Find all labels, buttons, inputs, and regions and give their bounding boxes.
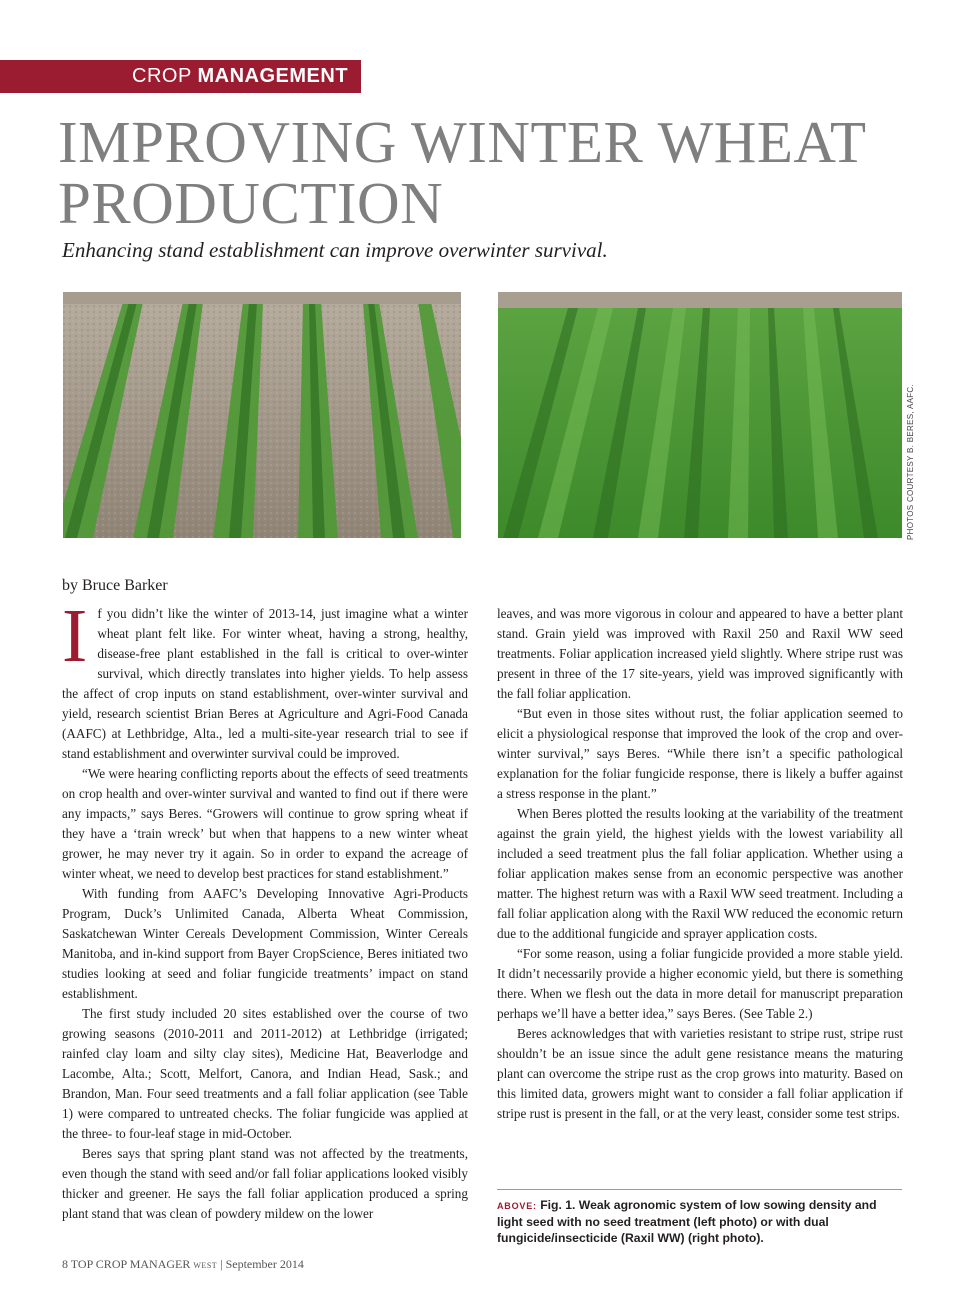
caption-lead: ABOVE: [497, 1201, 537, 1211]
byline: by Bruce Barker [62, 577, 168, 594]
headline-line-1: IMPROVING WINTER WHEAT [58, 109, 867, 175]
photo-credit: PHOTOS COURTESY B. BERES, AAFC. [906, 383, 915, 540]
headline-line-2: PRODUCTION [58, 170, 444, 236]
caption-divider [497, 1189, 902, 1190]
figure-caption [497, 1197, 902, 1246]
footer-separator: | [220, 1257, 223, 1271]
paragraph: When Beres plotted the results looking at the variability of the treatment against the grain yield, the highest yields with the lowest variability all included a seed treatment plus the fall foliar application. Whether using a foliar application makes sense from an economic perspective was another matter. The highest return was with a Raxil WW seed treatment. Including a fall foliar application along with the Raxil WW reduced the economic return due to the additional fungicide and sprayer application costs. [497, 806, 903, 941]
right-photo [498, 292, 902, 538]
paragraph: leaves, and was more vigorous in colour and appeared to have a better plant stand. Grain yield was improved with Raxil 250 and Raxil WW seed treatments. Foliar application increased yield slightly. Where stripe rust was present in three of the 17 site-years, yield was improved significantly with the fall foliar application. [497, 606, 903, 701]
section-prefix: CROP [132, 65, 198, 87]
magazine-name: TOP CROP MANAGER [70, 1257, 191, 1271]
left-photo [63, 292, 461, 538]
paragraph: “For some reason, using a foliar fungicide provided a more stable yield. It didn’t necessarily provide a higher economic yield, but there is something there. When we flesh out the data in more detail for manuscript preparation perhaps we’ll have a better idea,” says Beres. (See Table 2.) [497, 946, 903, 1021]
magazine-edition: WEST [193, 1261, 218, 1270]
article-headline [58, 109, 938, 236]
wheat-field-sparse-image [63, 292, 461, 538]
paragraph: If you didn’t like the winter of 2013-14, just imagine what a winter wheat plant felt like. For winter wheat, having a strong, healthy, disease-free plant established in the fall is critical to over-winter survival, which directly translates into higher yields. To help assess the affect of crop inputs on stand establishment, over-winter survival and yield, research scientist Brian Beres at Agriculture and Agri-Food Canada (AAFC) at Lethbridge, Alta., led a multi-site-year research trial to see if stand establishment and overwinter survival could be improved. [62, 594, 468, 761]
article-column-right [497, 604, 903, 1124]
drop-cap: I [62, 594, 88, 678]
paragraph: The first study included 20 sites established over the course of two growing seasons (2010-2011 and 2011-2012) at Lethbridge (irrigated; rainfed clay loam and silty clay sites), Medicine Hat, Beaverlodge and Lacombe, Alta.; Scott, Melfort, Canora, and Indian Head, Sask.; and Brandon, Man. Four seed treatments and a fall foliar application (see Table 1) were compared to untreated checks. The foliar fungicide was applied at the three- to four-leaf stage in mid-October. [62, 1006, 468, 1141]
page-number: 8 [62, 1257, 68, 1271]
article-column-left [62, 594, 468, 1224]
paragraph: “But even in those sites without rust, the foliar application seemed to elicit a physiological response that improved the look of the crop and over-winter survival,” says Beres. “While there isn’t a specific pathological explanation for the foliar fungicide response, there is likely a buffer against a stress response in the plant.” [497, 706, 903, 801]
paragraph: “We were hearing conflicting reports about the effects of seed treatments on crop health and over-winter survival and wanted to find out if there were any impacts,” says Beres. “Growers will continue to grow spring wheat if they have a ‘train wreck’ but when that happens to a new winter wheat grower, he may never try it again. So in order to expand the acreage of winter wheat, we need to develop best practices for stand establishment.” [62, 766, 468, 881]
paragraph: Beres says that spring plant stand was not affected by the treatments, even though the stand with seed and/or fall foliar applications looked visibly thicker and greener. He says the fall foliar application produced a spring plant stand that was clean of powdery mildew on the lower [62, 1146, 468, 1221]
caption-text: Fig. 1. Weak agronomic system of low sowing density and light seed with no seed treatment (left photo) or with dual fungicide/insecticide (Raxil WW) (right photo). [497, 1198, 877, 1245]
issue-date: September 2014 [225, 1257, 304, 1271]
page-footer [62, 1257, 304, 1272]
paragraph: With funding from AAFC’s Developing Innovative Agri-Products Program, Duck’s Unlimited Canada, Alberta Wheat Commission, Saskatchewan Winter Cereals Development Commission, Winter Cereals Manitoba, and in-kind support from Bayer CropScience, Beres initiated two studies looking at seed and foliar fungicide treatments’ impact on stand establishment. [62, 886, 468, 1001]
article-deck: Enhancing stand establishment can improve overwinter survival. [62, 238, 608, 262]
section-emphasis: MANAGEMENT [197, 65, 349, 87]
section-banner [0, 60, 361, 93]
wheat-field-dense-image [498, 292, 902, 538]
paragraph: Beres acknowledges that with varieties resistant to stripe rust, stripe rust shouldn’t be an issue since the adult gene resistance means the maturing plant can overcome the stripe rust as the crop grows into maturity. Based on this limited data, growers might want to consider a fall foliar application if stripe rust is present in the fall, or at the very least, consider some test strips. [497, 1026, 903, 1121]
